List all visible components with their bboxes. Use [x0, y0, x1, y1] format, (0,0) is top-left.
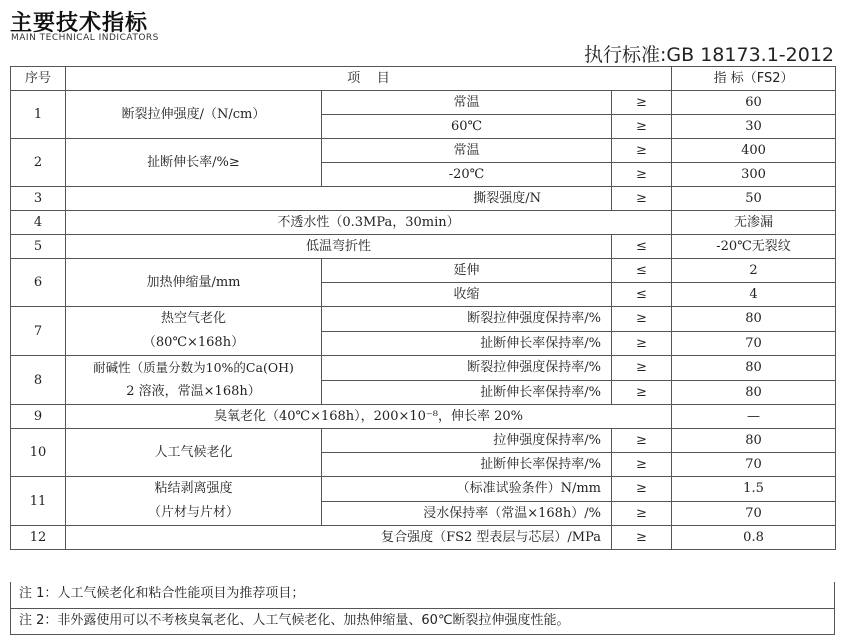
row-value: 80 [672, 429, 836, 453]
row-operator: ≥ [612, 453, 672, 477]
table-row [11, 526, 836, 550]
row-no: 7 [11, 307, 66, 356]
row-item [66, 356, 322, 405]
row-operator: ≥ [612, 331, 672, 356]
row-operator: ≥ [612, 91, 672, 115]
row-condition: 扯断伸长率保持率/% [322, 380, 612, 405]
row-operator: ≥ [612, 429, 672, 453]
row-value: 80 [672, 307, 836, 332]
row-condition: -20℃ [322, 163, 612, 187]
row-condition: 断裂拉伸强度保持率/% [322, 307, 612, 332]
row-operator: ≤ [612, 259, 672, 283]
row-item-line: 粘结剥离强度 [154, 481, 233, 496]
row-value: -20℃无裂纹 [672, 235, 836, 259]
row-item: 加热伸缩量/mm [66, 259, 322, 307]
row-value: 80 [672, 356, 836, 381]
table-row [11, 187, 836, 211]
row-condition: 断裂拉伸强度保持率/% [322, 356, 612, 381]
row-item: 人工气候老化 [66, 429, 322, 477]
row-condition: 收缩 [322, 283, 612, 307]
row-no: 5 [11, 235, 66, 259]
standard-label: 执行标准:GB 18173.1-2012 [584, 44, 834, 66]
row-value: — [672, 405, 836, 429]
row-item: 不透水性（0.3MPa，30min） [66, 211, 672, 235]
table-row [11, 259, 836, 283]
table-row [11, 211, 836, 235]
header-no: 序号 [11, 67, 66, 91]
notes-box [10, 582, 835, 635]
row-item-line: （80℃×168h） [142, 335, 245, 350]
row-value: 4 [672, 283, 836, 307]
row-condition: 60℃ [322, 115, 612, 139]
row-no: 6 [11, 259, 66, 307]
row-condition: 延伸 [322, 259, 612, 283]
table-row [11, 429, 836, 453]
row-value: 300 [672, 163, 836, 187]
row-operator: ≤ [612, 235, 672, 259]
row-operator: ≥ [612, 380, 672, 405]
row-no: 9 [11, 405, 66, 429]
row-item [66, 307, 322, 356]
row-condition: 浸水保持率（常温×168h）/% [322, 501, 612, 526]
row-operator: ≤ [612, 283, 672, 307]
row-condition: 常温 [322, 91, 612, 115]
row-item: 低温弯折性 [66, 235, 612, 259]
row-value: 400 [672, 139, 836, 163]
row-operator: ≥ [612, 187, 672, 211]
row-no: 1 [11, 91, 66, 139]
row-no: 8 [11, 356, 66, 405]
row-value: 0.8 [672, 526, 836, 550]
table-row [11, 139, 836, 163]
page-title: 主要技术指标 [10, 11, 149, 36]
table-row [11, 356, 836, 381]
row-item: 复合强度（FS2 型表层与芯层）/MPa [66, 526, 612, 550]
row-operator: ≥ [612, 115, 672, 139]
row-value: 2 [672, 259, 836, 283]
table-row [11, 477, 836, 502]
row-operator: ≥ [612, 501, 672, 526]
header-indicator: 指 标（FS2） [672, 67, 836, 91]
row-value: 70 [672, 453, 836, 477]
row-no: 4 [11, 211, 66, 235]
row-item-line: 热空气老化 [160, 311, 226, 326]
page-subtitle: MAIN TECHNICAL INDICATORS [11, 33, 159, 43]
row-no: 2 [11, 139, 66, 187]
table-row [11, 307, 836, 332]
table-row [11, 235, 836, 259]
row-condition: 扯断伸长率保持率/% [322, 453, 612, 477]
row-value: 30 [672, 115, 836, 139]
row-operator: ≥ [612, 526, 672, 550]
row-value: 80 [672, 380, 836, 405]
table-row [11, 405, 836, 429]
row-value: 50 [672, 187, 836, 211]
row-value: 70 [672, 501, 836, 526]
row-no: 12 [11, 526, 66, 550]
row-operator: ≥ [612, 139, 672, 163]
row-no: 10 [11, 429, 66, 477]
note-2: 注 2：非外露使用可以不考核臭氧老化、人工气候老化、加热伸缩量、60℃断裂拉伸强度性能。 [11, 608, 834, 635]
row-condition: 常温 [322, 139, 612, 163]
table-header-row [11, 67, 836, 91]
row-item [66, 477, 322, 526]
row-value: 1.5 [672, 477, 836, 502]
row-operator: ≥ [612, 307, 672, 332]
row-operator: ≥ [612, 356, 672, 381]
row-condition: （标准试验条件）N/mm [322, 477, 612, 502]
row-value: 60 [672, 91, 836, 115]
row-item: 臭氧老化（40℃×168h），200×10⁻⁸，伸长率 20% [66, 405, 672, 429]
row-item-line: 2 溶液，常温×168h） [126, 384, 261, 399]
row-value: 70 [672, 331, 836, 356]
row-item: 断裂拉伸强度/（N/cm） [66, 91, 322, 139]
row-item-line: （片材与片材） [147, 505, 239, 520]
row-condition: 拉伸强度保持率/% [322, 429, 612, 453]
row-item: 扯断伸长率/%≥ [66, 139, 322, 187]
row-item: 撕裂强度/N [66, 187, 612, 211]
note-1: 注 1：人工气候老化和粘合性能项目为推荐项目； [19, 586, 305, 601]
row-no: 3 [11, 187, 66, 211]
row-no: 11 [11, 477, 66, 526]
row-value: 无渗漏 [672, 211, 836, 235]
row-operator: ≥ [612, 163, 672, 187]
table-row [11, 91, 836, 115]
row-operator: ≥ [612, 477, 672, 502]
header-item: 项 目 [66, 67, 672, 91]
row-condition: 扯断伸长率保持率/% [322, 331, 612, 356]
row-item-line: 耐碱性（质量分数为10%的Ca(OH) [93, 360, 294, 375]
spec-table [10, 66, 836, 550]
